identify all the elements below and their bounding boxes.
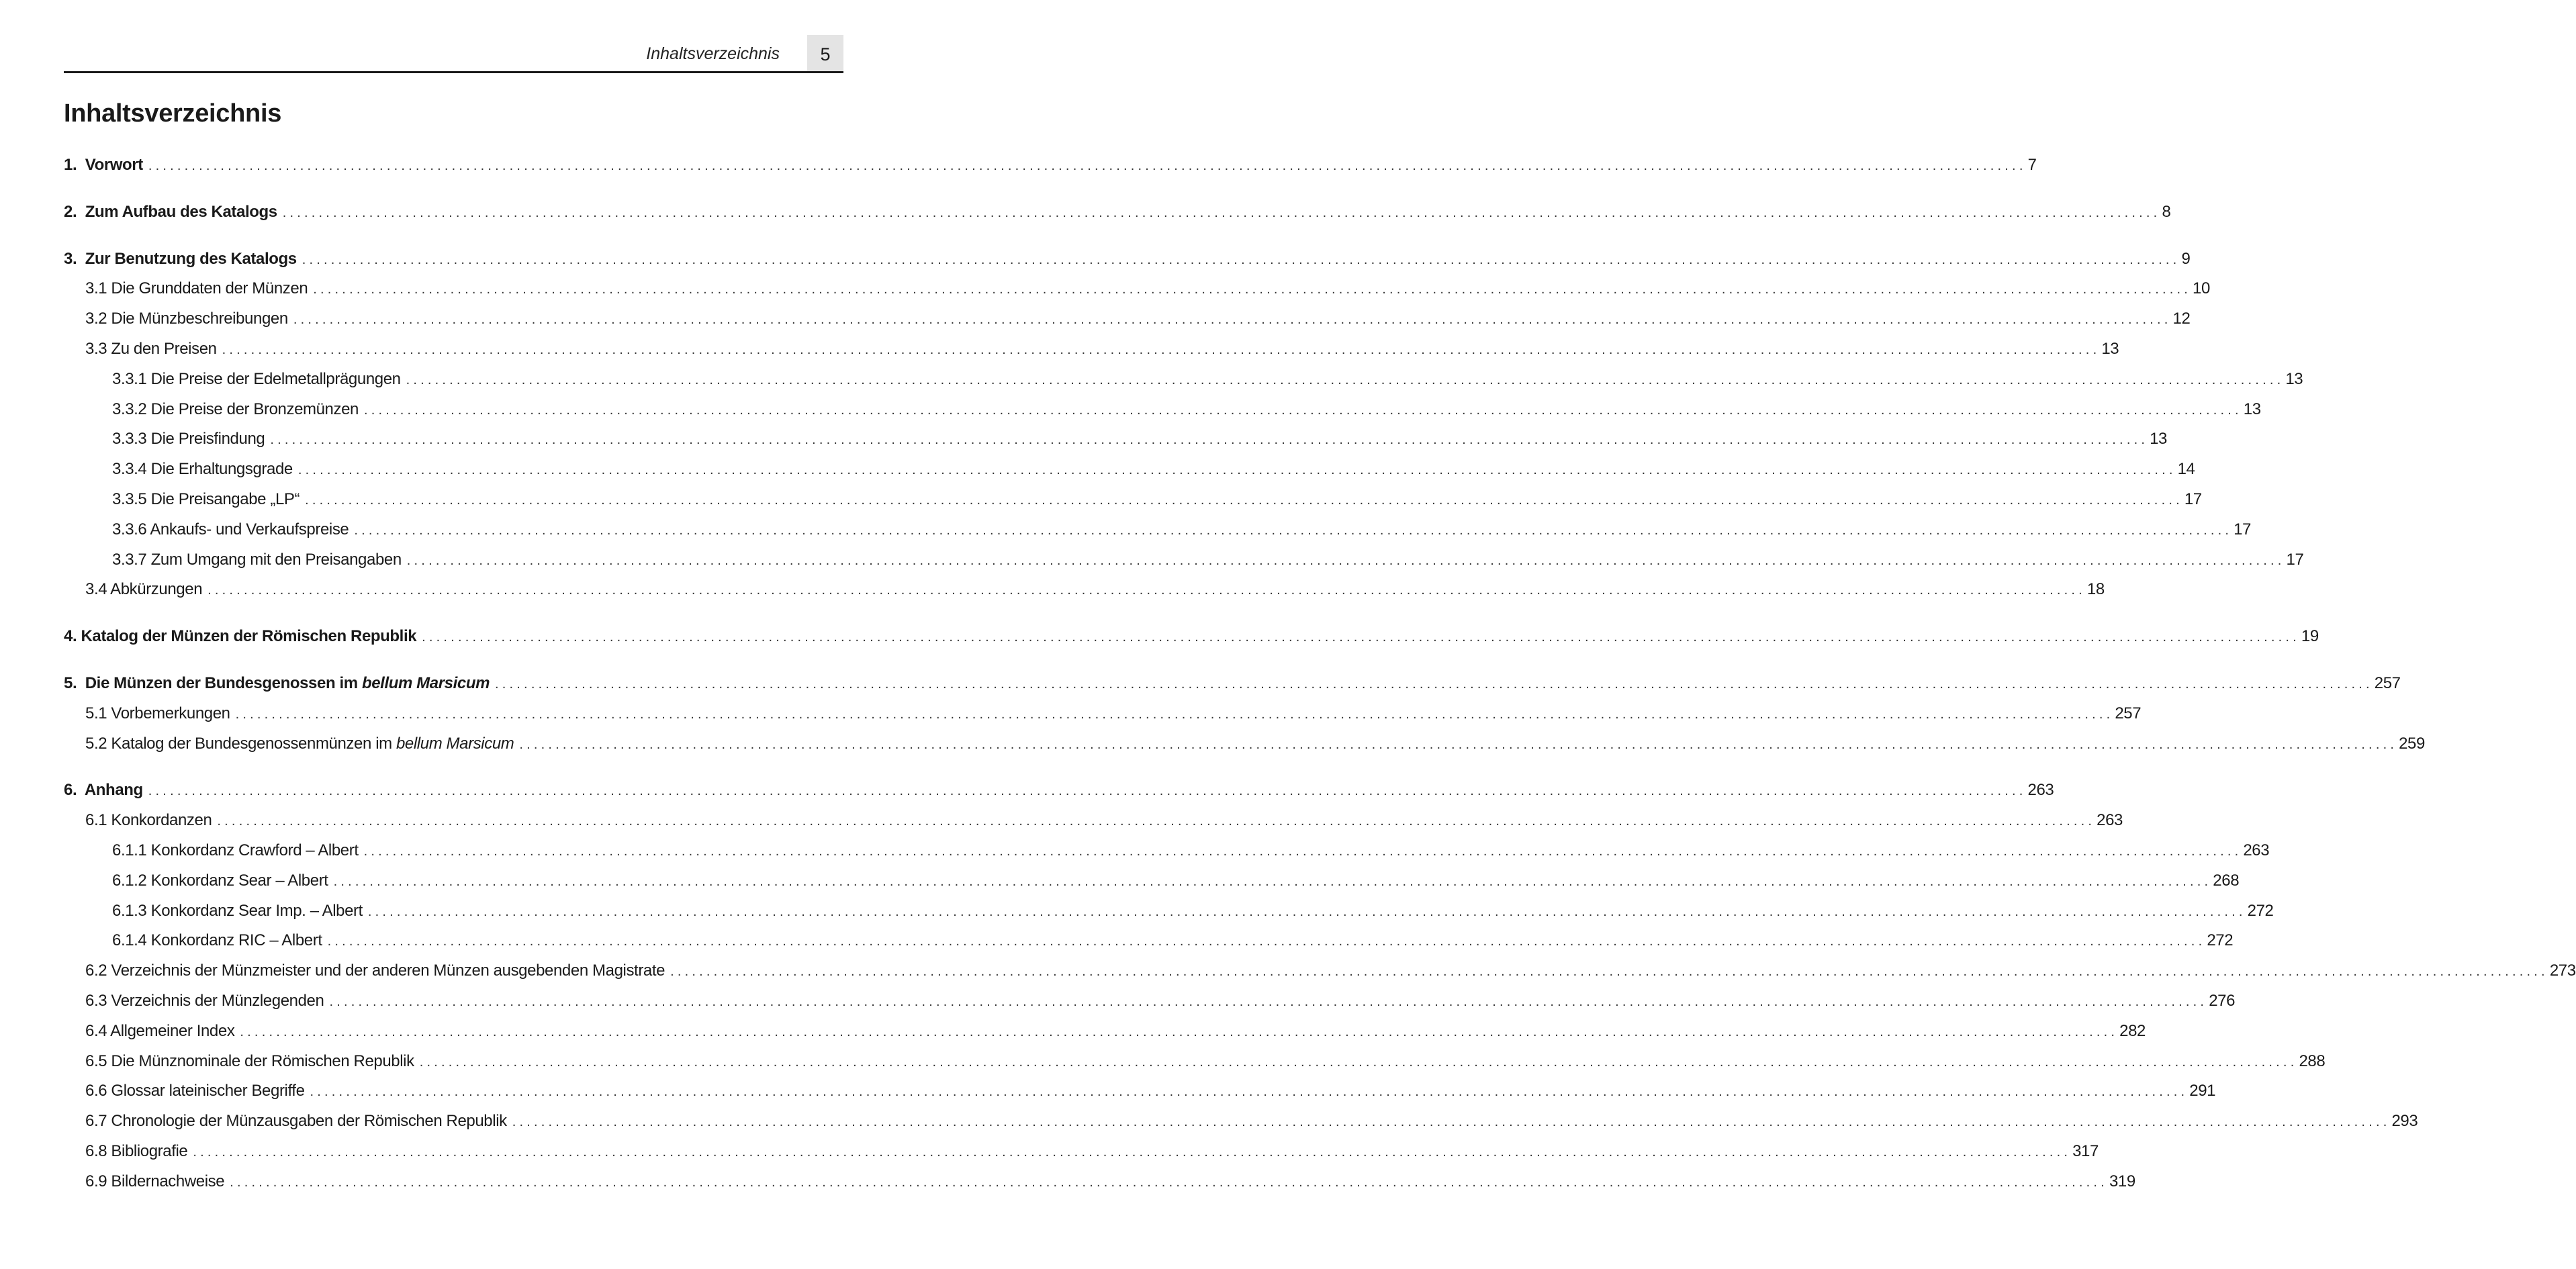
toc-entry-text: 3.2 Die Münzbeschreibungen bbox=[85, 310, 288, 328]
toc-entry-page: 12 bbox=[2172, 310, 2191, 328]
toc-entry-page: 263 bbox=[2097, 811, 2123, 830]
toc-entry[interactable] bbox=[64, 673, 2401, 704]
toc-entry-title bbox=[112, 370, 406, 389]
toc-entry-title bbox=[112, 551, 407, 569]
toc-entry-page: 259 bbox=[2399, 734, 2425, 753]
toc-entry-title bbox=[85, 580, 208, 599]
toc-entry-text: 6.6 Glossar lateinischer Begriffe bbox=[85, 1082, 305, 1100]
toc-entry[interactable] bbox=[64, 811, 2123, 841]
toc-entry-text: 1. Vorwort bbox=[64, 156, 143, 174]
toc-entry[interactable] bbox=[64, 901, 2274, 932]
toc-entry[interactable] bbox=[64, 249, 2191, 280]
toc-entry-text: 6. Anhang bbox=[64, 781, 143, 800]
toc-entry-text: 6.5 Die Münznominale der Römischen Republik bbox=[85, 1051, 414, 1070]
toc-entry-text: 3.3.6 Ankaufs- und Verkaufspreise bbox=[112, 520, 349, 538]
dot-leader: .................................................................................................................................................................................................................................................................... bbox=[297, 463, 2176, 478]
dot-leader: .................................................................................................................................................................................................................................................................... bbox=[363, 843, 2242, 859]
toc-entry-page: 13 bbox=[2101, 339, 2119, 358]
toc-entry-title bbox=[85, 1052, 420, 1071]
dot-leader: .................................................................................................................................................................................................................................................................... bbox=[270, 432, 2149, 448]
toc-entry-title bbox=[64, 674, 495, 693]
toc-entry-text: 3.3.2 Die Preise der Bronzemünzen bbox=[112, 399, 359, 418]
toc-entry-page: 13 bbox=[2243, 399, 2261, 418]
toc-entry-page: 17 bbox=[2234, 520, 2252, 538]
toc-entry-title bbox=[85, 1142, 193, 1161]
toc-entry-text: 3.4 Abkürzungen bbox=[85, 580, 203, 599]
toc-entry[interactable] bbox=[64, 520, 2252, 551]
toc-entry-text: 6.1.4 Konkordanz RIC – Albert bbox=[112, 931, 322, 950]
toc-entry-text: 6.9 Bildernachweise bbox=[85, 1172, 225, 1190]
toc-entry[interactable] bbox=[64, 734, 2425, 765]
toc-entry-text: 3.1 Die Grunddaten der Münzen bbox=[85, 279, 308, 298]
toc-entry[interactable] bbox=[64, 871, 2240, 902]
toc-entry-page: 263 bbox=[2027, 781, 2054, 800]
toc-entry[interactable] bbox=[64, 931, 2234, 961]
dot-leader: .................................................................................................................................................................................................................................................................... bbox=[302, 252, 2180, 267]
toc-entry-text: 4. Katalog der Münzen der Römischen Republik bbox=[64, 627, 417, 646]
toc-entry-page: 273 bbox=[2549, 961, 2576, 980]
toc-entry[interactable] bbox=[64, 704, 2142, 735]
toc-entry-title bbox=[112, 520, 354, 539]
toc-entry[interactable] bbox=[64, 841, 2270, 872]
toc-entry-page: 10 bbox=[2193, 279, 2210, 298]
toc-entry[interactable] bbox=[64, 627, 2319, 657]
dot-leader: .................................................................................................................................................................................................................................................................... bbox=[217, 814, 2096, 829]
dot-leader: .................................................................................................................................................................................................................................................................... bbox=[193, 1144, 2072, 1160]
toc-entry[interactable] bbox=[64, 460, 2195, 490]
toc-entry-title bbox=[85, 961, 670, 980]
toc-entry-page: 257 bbox=[2115, 704, 2142, 722]
toc-entry-page: 282 bbox=[2119, 1021, 2146, 1040]
toc-entry-title bbox=[85, 1172, 230, 1191]
toc-entry-page: 7 bbox=[2027, 156, 2037, 174]
dot-leader: .................................................................................................................................................................................................................................................................... bbox=[364, 402, 2242, 418]
dot-leader: .................................................................................................................................................................................................................................................................... bbox=[495, 676, 2373, 692]
toc-entry-page: 291 bbox=[2189, 1082, 2216, 1100]
dot-leader: .................................................................................................................................................................................................................................................................... bbox=[419, 1054, 2298, 1070]
toc-entry-text: 6.8 Bibliografie bbox=[85, 1141, 188, 1160]
toc-entry-title bbox=[85, 704, 236, 723]
dot-leader: .................................................................................................................................................................................................................................................................... bbox=[148, 784, 2027, 799]
dot-leader: .................................................................................................................................................................................................................................................................... bbox=[406, 553, 2285, 568]
running-title: Inhaltsverzeichnis bbox=[646, 44, 780, 63]
dot-leader: .................................................................................................................................................................................................................................................................... bbox=[329, 994, 2208, 1009]
toc-entry-title bbox=[112, 841, 364, 860]
toc-entry-page: 293 bbox=[2391, 1112, 2418, 1131]
dot-leader: .................................................................................................................................................................................................................................................................... bbox=[670, 964, 2548, 980]
toc-entry-text: 5.2 Katalog der Bundesgenossenmünzen im bbox=[85, 734, 396, 753]
toc-entry[interactable] bbox=[64, 991, 2236, 1022]
dot-leader: .................................................................................................................................................................................................................................................................... bbox=[519, 737, 2398, 752]
toc-entry[interactable] bbox=[64, 1141, 2099, 1172]
toc-entry-page: 13 bbox=[2150, 430, 2167, 449]
toc-entry-page: 13 bbox=[2285, 369, 2303, 388]
toc-entry-page: 272 bbox=[2207, 931, 2234, 950]
toc-entry-title bbox=[85, 1082, 310, 1100]
toc-entry-title bbox=[64, 627, 422, 646]
toc-entry-page: 9 bbox=[2181, 249, 2191, 268]
toc-entry[interactable] bbox=[64, 279, 2210, 310]
toc-entry-text: 6.3 Verzeichnis der Münzlegenden bbox=[85, 991, 324, 1010]
dot-leader: .................................................................................................................................................................................................................................................................... bbox=[305, 492, 2183, 508]
dot-leader: .................................................................................................................................................................................................................................................................... bbox=[240, 1024, 2119, 1039]
dot-leader: .................................................................................................................................................................................................................................................................... bbox=[333, 874, 2212, 889]
toc-entry-page: 17 bbox=[2286, 550, 2304, 569]
page-number: 5 bbox=[807, 35, 843, 71]
toc-entry-text: 3.3.4 Die Erhaltungsgrade bbox=[112, 460, 293, 479]
toc-entry[interactable] bbox=[64, 961, 2576, 992]
toc-entry[interactable] bbox=[64, 489, 2202, 520]
toc-entry-text: 3.3.7 Zum Umgang mit den Preisangaben bbox=[112, 550, 402, 569]
toc-entry[interactable] bbox=[64, 550, 2304, 581]
toc-entry-page: 17 bbox=[2184, 489, 2202, 508]
dot-leader: .................................................................................................................................................................................................................................................................... bbox=[313, 282, 2192, 297]
toc-entry-title bbox=[112, 400, 364, 419]
toc-entry[interactable] bbox=[64, 369, 2303, 400]
toc-entry-title bbox=[85, 1022, 240, 1041]
toc-entry[interactable] bbox=[64, 310, 2191, 340]
toc-entry-title bbox=[85, 310, 293, 328]
toc-entry-page: 263 bbox=[2243, 841, 2270, 859]
dot-leader: .................................................................................................................................................................................................................................................................... bbox=[512, 1115, 2391, 1130]
toc-entry-title bbox=[112, 490, 305, 509]
toc-entry-title bbox=[112, 872, 334, 890]
toc-entry-page: 319 bbox=[2109, 1172, 2135, 1190]
toc-entry[interactable] bbox=[64, 1021, 2146, 1052]
dot-leader: .................................................................................................................................................................................................................................................................... bbox=[208, 583, 2086, 598]
toc-entry-text: 3.3.5 Die Preisangabe „LP“ bbox=[112, 489, 300, 508]
toc-entry-text: 6.4 Allgemeiner Index bbox=[85, 1021, 235, 1040]
toc-entry-title bbox=[64, 250, 302, 269]
dot-leader: .................................................................................................................................................................................................................................................................... bbox=[327, 934, 2206, 949]
toc-entry-page: 268 bbox=[2213, 871, 2240, 890]
toc-entry-text: 3.3 Zu den Preisen bbox=[85, 339, 217, 358]
toc-entry-page: 18 bbox=[2086, 580, 2105, 599]
toc-entry[interactable] bbox=[64, 1112, 2418, 1142]
toc-entry-italic-text: bellum Marsicum bbox=[361, 673, 490, 692]
toc-entry-page: 276 bbox=[2209, 991, 2236, 1010]
toc-entry-title bbox=[64, 156, 148, 175]
toc-entry-title bbox=[85, 279, 313, 298]
toc-entry-title bbox=[112, 931, 328, 950]
toc-entry[interactable] bbox=[64, 339, 2119, 370]
toc-entry[interactable] bbox=[64, 1051, 2326, 1082]
dot-leader: .................................................................................................................................................................................................................................................................... bbox=[406, 372, 2285, 387]
dot-leader: .................................................................................................................................................................................................................................................................... bbox=[230, 1174, 2108, 1190]
toc-entry-text: 6.1.2 Konkordanz Sear – Albert bbox=[112, 871, 328, 890]
toc-entry-title bbox=[85, 811, 217, 830]
toc-entry-title bbox=[85, 735, 519, 753]
toc-entry-page: 272 bbox=[2247, 901, 2274, 920]
toc-entry-title bbox=[112, 902, 368, 921]
toc-entry[interactable] bbox=[64, 156, 2037, 186]
toc-entry[interactable] bbox=[64, 430, 2167, 460]
toc-entry-text: 3.3.3 Die Preisfindung bbox=[112, 430, 265, 449]
dot-leader: .................................................................................................................................................................................................................................................................... bbox=[422, 630, 2300, 645]
toc-entry-text: 6.2 Verzeichnis der Münzmeister und der anderen Münzen ausgebenden Magistrate bbox=[85, 961, 665, 980]
dot-leader: .................................................................................................................................................................................................................................................................... bbox=[222, 342, 2101, 357]
toc-entry-text: 3.3.1 Die Preise der Edelmetallprägungen bbox=[112, 369, 401, 388]
toc-entry-page: 288 bbox=[2299, 1051, 2326, 1070]
toc-entry-title bbox=[85, 992, 329, 1010]
page-title: Inhaltsverzeichnis bbox=[64, 99, 282, 128]
dot-leader: .................................................................................................................................................................................................................................................................... bbox=[235, 706, 2114, 722]
toc-entry-text: 3. Zur Benutzung des Katalogs bbox=[64, 249, 297, 268]
toc-entry-text: 5.1 Vorbemerkungen bbox=[85, 704, 230, 722]
toc-entry-text: 6.1 Konkordanzen bbox=[85, 811, 212, 830]
toc-entry-text: 6.1.3 Konkordanz Sear Imp. – Albert bbox=[112, 901, 363, 920]
dot-leader: .................................................................................................................................................................................................................................................................... bbox=[310, 1084, 2189, 1100]
toc-entry-page: 8 bbox=[2162, 202, 2171, 221]
page-header bbox=[64, 35, 843, 73]
toc-entry-page: 19 bbox=[2301, 627, 2319, 646]
toc-entry-page: 317 bbox=[2072, 1141, 2099, 1160]
toc-entry-page: 14 bbox=[2177, 460, 2195, 479]
toc-entry[interactable] bbox=[64, 1082, 2216, 1112]
dot-leader: .................................................................................................................................................................................................................................................................... bbox=[282, 205, 2161, 220]
toc-entry-text: 6.7 Chronologie der Münzausgaben der Römischen Republik bbox=[85, 1112, 507, 1131]
toc-entry[interactable] bbox=[64, 202, 2171, 233]
dot-leader: .................................................................................................................................................................................................................................................................... bbox=[148, 158, 2027, 173]
dot-leader: .................................................................................................................................................................................................................................................................... bbox=[354, 522, 2233, 538]
toc-entry[interactable] bbox=[64, 580, 2105, 610]
toc-entry-title bbox=[112, 430, 270, 449]
toc-entry-title bbox=[85, 1112, 512, 1131]
toc-entry-text: 5. Die Münzen der Bundesgenossen im bbox=[64, 673, 362, 692]
dot-leader: .................................................................................................................................................................................................................................................................... bbox=[367, 904, 2246, 919]
toc-entry-italic-text: bellum Marsicum bbox=[396, 734, 514, 753]
toc-entry[interactable] bbox=[64, 781, 2054, 811]
dot-leader: .................................................................................................................................................................................................................................................................... bbox=[293, 312, 2172, 328]
toc-entry-text: 6.1.1 Konkordanz Crawford – Albert bbox=[112, 841, 359, 859]
toc-entry[interactable] bbox=[64, 399, 2261, 430]
toc-entry-title bbox=[85, 340, 222, 359]
toc-entry-text: 2. Zum Aufbau des Katalogs bbox=[64, 202, 277, 221]
toc-entry-page: 257 bbox=[2374, 673, 2401, 692]
toc-entry[interactable] bbox=[64, 1172, 2135, 1203]
table-of-contents bbox=[64, 156, 2576, 1203]
toc-entry-title bbox=[64, 781, 148, 800]
toc-entry-title bbox=[112, 460, 298, 479]
toc-entry-title bbox=[64, 203, 283, 222]
